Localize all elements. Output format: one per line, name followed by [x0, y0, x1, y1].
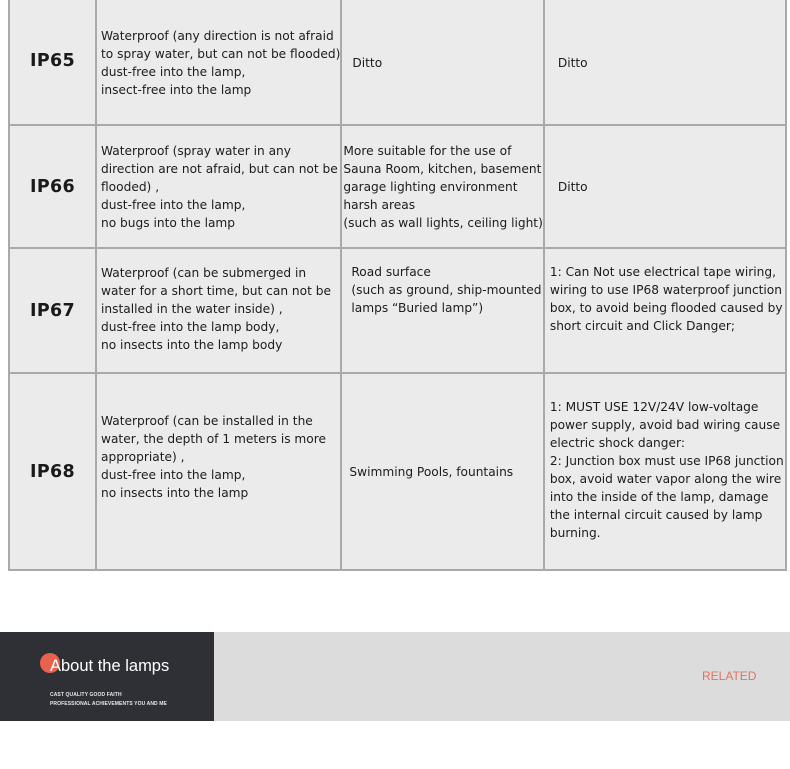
table-row-ip65 — [9, 0, 786, 125]
usage-cell — [341, 0, 543, 125]
usage-line: Sauna Room, kitchen, basement — [343, 161, 542, 176]
protection-line: Waterproof (spray water in any — [101, 143, 291, 158]
notes-line: power supply, avoid bad wiring cause — [549, 418, 781, 432]
ip-code-cell: IP67 — [9, 248, 96, 373]
notes-line: Ditto — [557, 56, 588, 70]
usage-line: (such as wall lights, ceiling light) — [343, 215, 543, 230]
about-subtitle-line: CAST QUALITY GOOD FAITH — [50, 692, 122, 698]
notes-cell — [544, 125, 786, 248]
notes-line: box, to avoid being flooded caused by — [549, 301, 783, 315]
usage-cell — [341, 248, 543, 373]
protection-line: dust-free into the lamp, — [101, 65, 246, 79]
ip-code-cell: IP65 — [9, 0, 96, 125]
notes-cell — [544, 0, 786, 125]
related-link[interactable]: RELATED — [702, 669, 757, 683]
protection-cell — [96, 125, 341, 248]
ip-code-cell: IP66 — [9, 125, 96, 248]
usage-line: harsh areas — [343, 197, 416, 212]
table-row-ip66 — [9, 125, 786, 248]
notes-line: the internal circuit caused by lamp — [549, 508, 763, 522]
protection-line: flooded) , — [101, 179, 160, 194]
usage-cell — [341, 373, 543, 570]
protection-line: to spray water, but can not be flooded) — [101, 47, 341, 61]
table-row-ip68 — [9, 373, 786, 570]
protection-line: appropriate) , — [101, 450, 185, 464]
protection-line: no bugs into the lamp — [101, 215, 236, 230]
section-banner — [0, 632, 790, 721]
protection-line: dust-free into the lamp body, — [101, 319, 280, 334]
notes-line: electric shock danger: — [549, 436, 685, 450]
notes-line: 2: Junction box must use IP68 junction — [549, 454, 784, 468]
usage-line: Road surface — [351, 265, 431, 279]
usage-line: lamps “Buried lamp”) — [351, 301, 484, 315]
usage-line: (such as ground, ship-mounted — [351, 283, 542, 297]
protection-line: Waterproof (any direction is not afraid — [101, 29, 334, 43]
notes-line: Ditto — [557, 179, 588, 194]
usage-line: More suitable for the use of — [343, 143, 512, 158]
usage-line: Ditto — [352, 56, 383, 70]
protection-line: direction are not afraid, but can not be — [101, 161, 338, 176]
protection-line: installed in the water inside) , — [101, 301, 283, 316]
protection-cell — [96, 373, 341, 570]
protection-line: insect-free into the lamp — [101, 83, 252, 97]
usage-line: Swimming Pools, fountains — [349, 464, 514, 479]
protection-line: dust-free into the lamp, — [101, 197, 246, 212]
notes-line: 1: MUST USE 12V/24V low-voltage — [549, 400, 759, 414]
about-subtitle-line: PROFESSIONAL ACHIEVEMENTS YOU AND ME — [50, 701, 167, 707]
usage-cell — [341, 125, 543, 248]
notes-line: short circuit and Click Danger; — [549, 319, 735, 333]
protection-line: dust-free into the lamp, — [101, 468, 246, 482]
usage-line: garage lighting environment — [343, 179, 518, 194]
protection-line: Waterproof (can be installed in the — [101, 414, 313, 428]
ip-rating-table — [8, 0, 787, 571]
notes-line: burning. — [549, 526, 601, 540]
ip-code-cell: IP68 — [9, 373, 96, 570]
notes-line: box, avoid water vapor along the wire — [549, 472, 782, 486]
notes-line: 1: Can Not use electrical tape wiring, — [549, 265, 776, 279]
protection-cell — [96, 0, 341, 125]
notes-line: wiring to use IP68 waterproof junction — [549, 283, 782, 297]
notes-cell — [544, 248, 786, 373]
protection-cell — [96, 248, 341, 373]
notes-cell — [544, 373, 786, 570]
protection-line: water for a short time, but can not be — [101, 283, 331, 298]
protection-line: water, the depth of 1 meters is more — [101, 432, 327, 446]
protection-line: Waterproof (can be submerged in — [101, 265, 307, 280]
protection-line: no insects into the lamp body — [101, 337, 283, 352]
about-the-lamps-banner — [0, 632, 214, 721]
notes-line: into the inside of the lamp, damage — [549, 490, 769, 504]
about-title: About the lamps — [50, 657, 170, 675]
table-row-ip67 — [9, 248, 786, 373]
protection-line: no insects into the lamp — [101, 486, 249, 500]
